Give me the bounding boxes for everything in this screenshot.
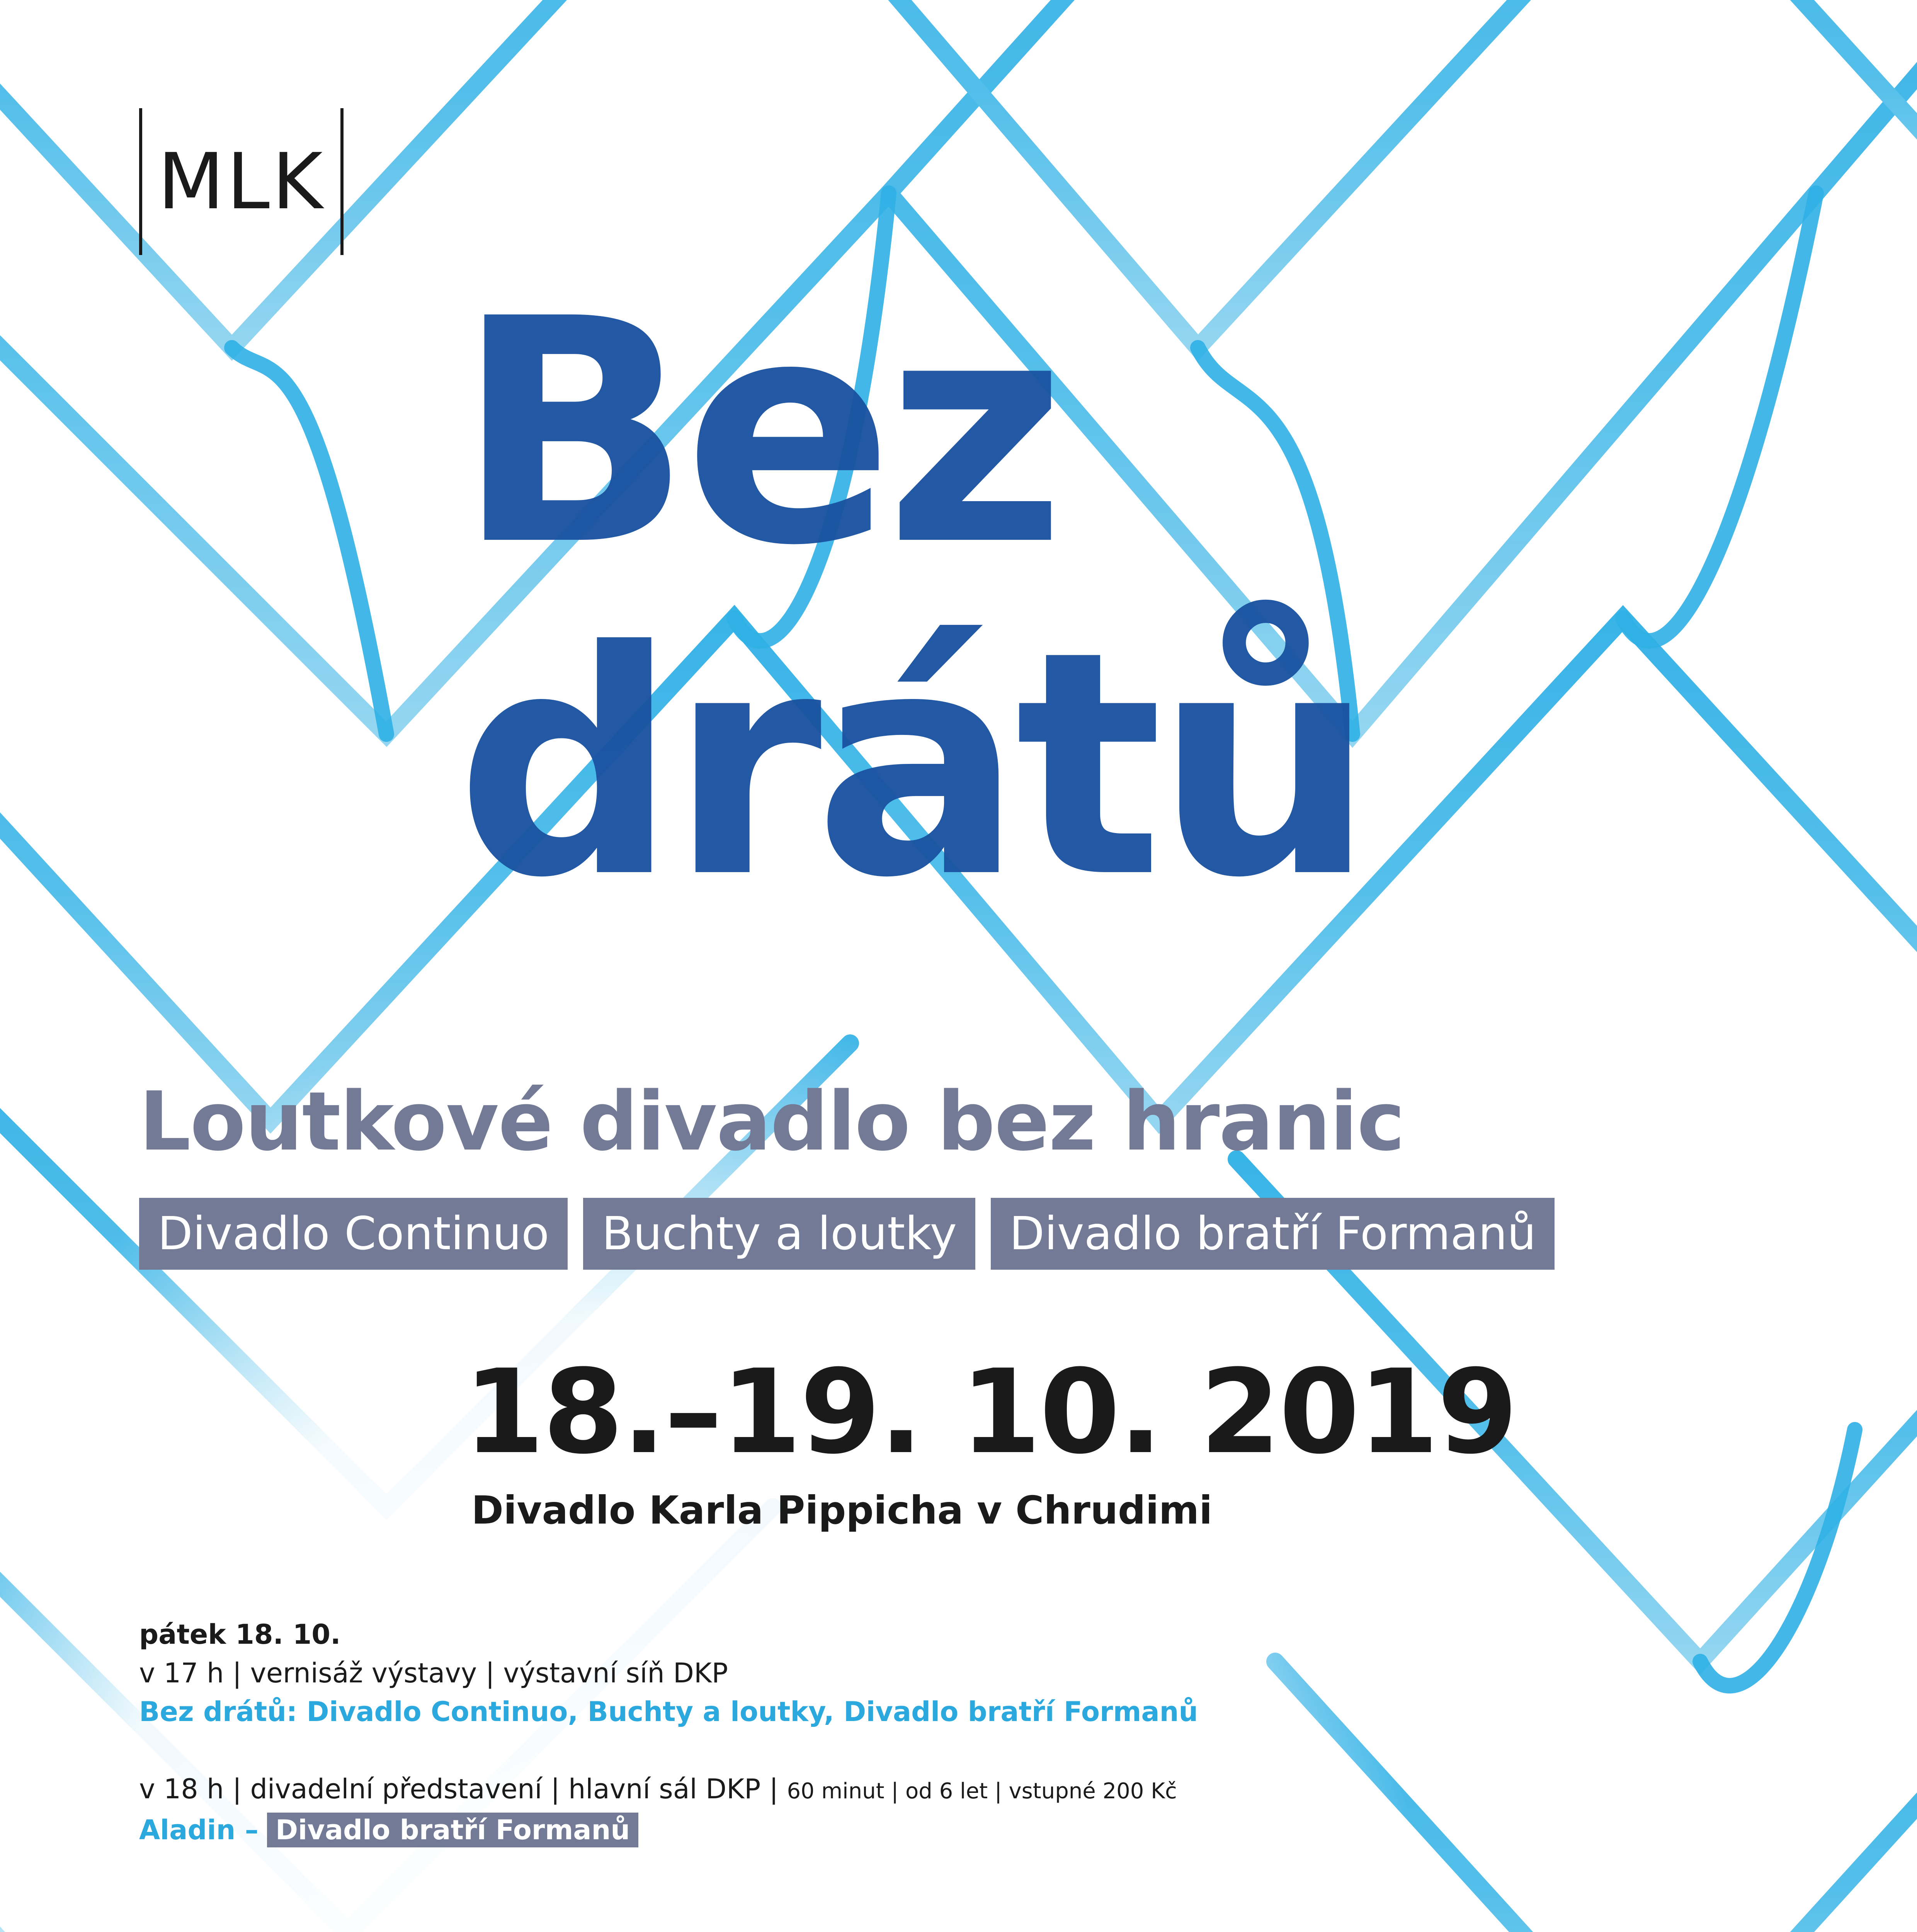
mlk-logo [139, 108, 344, 255]
day-label: pátek 18. 10. [139, 1619, 341, 1650]
event-details: 60 minut | od 6 let | vstupné 200 Kč [787, 1779, 1177, 1804]
festival-date: 18.–19. 10. 2019 [464, 1345, 1517, 1480]
festival-venue: Divadlo Karla Pippicha v Chrudimi [471, 1488, 1213, 1533]
title-line-1: Bez [456, 253, 1058, 613]
logo-bar-left [139, 108, 142, 255]
event-info: v 17 h | vernisáž výstavy | výstavní síň DKP [139, 1657, 728, 1689]
event-company-tag: Divadlo bratří Formanů [267, 1813, 638, 1847]
logo-bar-right [340, 108, 344, 255]
event-info: v 18 h | divadelní představení | hlavní sál DKP | [139, 1773, 779, 1805]
company-tags [139, 1198, 1555, 1270]
subtitle: Loutkové divadlo bez hranic [139, 1074, 1405, 1169]
event-title: Aladin – [139, 1814, 259, 1846]
company-tag-buchty: Buchty a loutky [583, 1198, 975, 1270]
event-title: Bez drátů: Divadlo Continuo, Buchty a loutky, Divadlo bratří Formanů [139, 1696, 1198, 1728]
event-title-row [139, 1811, 1198, 1849]
company-tag-continuo: Divadlo Continuo [139, 1198, 568, 1270]
company-tag-formanu: Divadlo bratří Formanů [991, 1198, 1555, 1270]
event-info-row [139, 1770, 1198, 1811]
friday-program [139, 1615, 1198, 1849]
logo-text: MLK [158, 136, 325, 227]
title-line-2: drátů [456, 585, 1368, 945]
